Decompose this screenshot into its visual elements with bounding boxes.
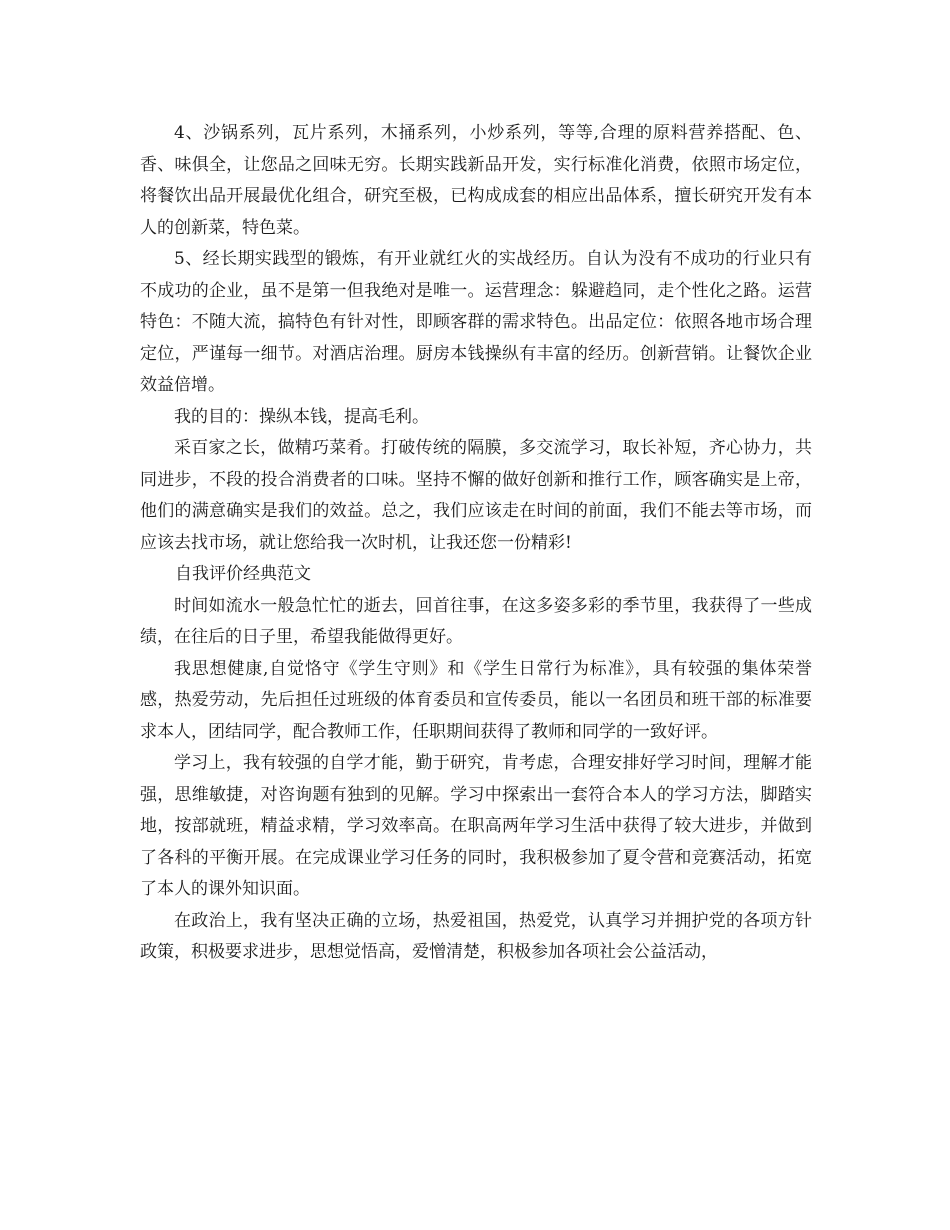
- paragraph-study: 学习上，我有较强的自学才能，勤于研究，肯考虑，合理安排好学习时间，理解才能强，思维敏捷，对咨询题有独到的见解。学习中探索出一套符合本人的学习方法，脚踏实地，按部就班，精益求精，学习效率高。在职高两年学习生活中获得了较大进步，并做到了各科的平衡开展。在完成课业学习任务的同时，我积极参加了夏令营和竞赛活动，拓宽了本人的课外知识面。: [140, 753, 812, 899]
- paragraph-sand-pot-series: 4、沙锅系列，瓦片系列，木捅系列，小炒系列，等等,合理的原料营养搭配、色、香、味俱全，让您品之回味无穷。长期实践新品开发，实行标准化消费，依照市场定位，将餐饮出品开展最优化组合，研究至极，已构成成套的相应出品体系，擅长研究开发有本人的创新菜，特色菜。: [140, 123, 812, 238]
- paragraph-learn-from-others: 采百家之长，做精巧菜肴。打破传统的隔膜，多交流学习，取长补短，齐心协力，共同进步，不段的投合消费者的口味。坚持不懈的做好创新和推行工作，顾客确实是上帝，他们的满意确实是我们的效益。总之，我们应该走在时间的前面，我们不能去等市场，而应该去找市场，就让您给我一次时机，让我还您一份精彩!: [140, 438, 812, 553]
- paragraph-politics: 在政治上，我有坚决正确的立场，热爱祖国，热爱党，认真学习并拥护党的各项方针政策，积极要求进步，思想觉悟高，爱憎清楚，积极参加各项社会公益活动，: [140, 910, 812, 962]
- paragraph-my-goal: 我的目的：操纵本钱，提高毛利。: [174, 406, 429, 427]
- paragraph-time-flows: 时间如流水一般急忙忙的逝去，回首往事，在这多姿多彩的季节里，我获得了一些成绩，在往后的日子里，希望我能做得更好。: [140, 595, 812, 647]
- paragraph-practical-experience: 5、经长期实践型的锻炼，有开业就红火的实战经历。自认为没有不成功的行业只有不成功的企业，虽不是第一但我绝对是唯一。运营理念：躲避趋同，走个性化之路。运营特色：不随大流，搞特色有针对性，即顾客群的需求特色。出品定位：依照各地市场合理定位，严谨每一细节。对酒店治理。厨房本钱操纵有丰富的经历。创新营销。让餐饮企业效益倍增。: [140, 249, 812, 395]
- paragraph-healthy-thoughts: 我思想健康,自觉恪守《学生守则》和《学生日常行为标准》，具有较强的集体荣誉感，热爱劳动，先后担任过班级的体育委员和宣传委员，能以一名团员和班干部的标准要求本人，团结同学，配合教师工作，任职期间获得了教师和同学的一致好评。: [140, 658, 812, 742]
- document-page: [140, 118, 812, 969]
- section-heading: 自我评价经典范文: [175, 564, 311, 584]
